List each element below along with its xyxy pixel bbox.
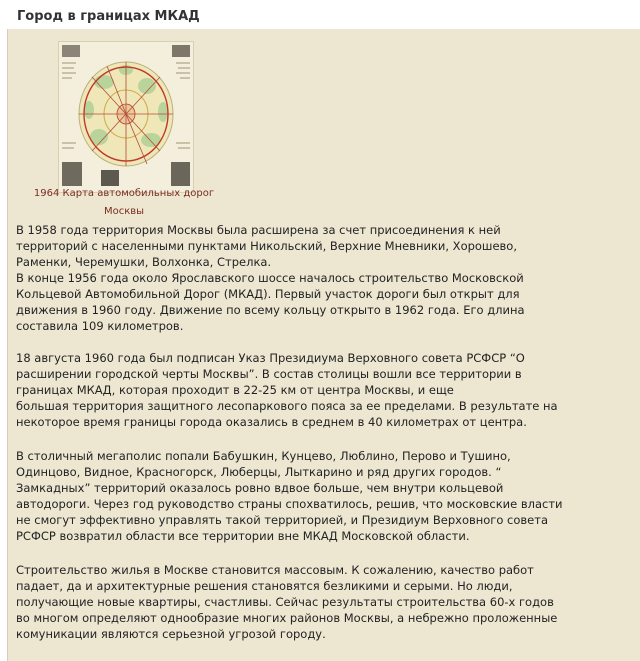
text-line: во многом определяют однообразие многих районов Москвы, а небрежно проложенные [16,611,558,625]
text-line: В 1958 года территория Москвы была расширена за счет присоединения к ней [16,223,501,237]
text-line: автодороги. Через год руководство страны спохватилось, решив, что московские власти [16,497,563,511]
map-1964-icon [59,42,193,192]
text-line: некоторое время границы города оказались в среднем в 40 километрах от центра. [16,415,527,429]
text-line: Строительство жилья в Москве становится массовым. К сожалению, качество работ [16,563,534,577]
text-line: 18 августа 1960 года был подписан Указ Президиума Верховного совета РСФСР “О [16,351,525,365]
text-line: получающие новые квартиры, счастливы. Сейчас результаты строительства 60-х годов [16,595,554,609]
text-line: В конце 1956 года около Ярославского шоссе началось строительство Московской [16,271,524,285]
text-line: Кольцевой Автомобильной Дорог (МКАД). Первый участок дороги был открыт для [16,287,520,301]
text-line: РСФСР возвратил области все территории вне МКАД Московской области. [16,529,470,543]
text-line: не смогут эффективно управлять такой территорией, и Президиум Верховного совета [16,513,548,527]
text-line: составила 109 километров. [16,319,184,333]
text-line: границах МКАД, которая проходит в 22-25 км от центра Москвы, и еще [16,383,454,397]
text-line: Одинцово, Видное, Красногорск, Люберцы, Лыткарино и ряд других городов. “ [16,465,502,479]
map-1964-image[interactable] [58,41,194,193]
text-line: большая территория защитного лесопаркового пояса за ее пределами. В результате на [16,399,558,413]
page-title: Город в границах МКАД [17,9,200,24]
text-line: расширении городской черты Москвы”. В состав столицы вошли все территории в [16,367,522,381]
figure-caption: 1964 Карта автомобильных дорог [33,188,215,199]
text-line: комуникации являются серьезной угрозой городу. [16,627,326,641]
figure-caption: Москвы [103,206,145,217]
text-line: Замкадных” территорий оказалось ровно вдвое больше, чем внутри кольцевой [16,481,504,495]
text-line: движения в 1960 году. Движение по всему кольцу открыто в 1962 года. Его длина [16,303,525,317]
article-body [7,29,640,661]
text-line: В столичный мегаполис попали Бабушкин, Кунцево, Люблино, Перово и Тушино, [16,449,511,463]
text-line: падает, да и архитектурные решения становятся безликими и серыми. Но люди, [16,579,513,593]
text-line: Раменки, Черемушки, Волхонка, Стрелка. [16,255,272,269]
text-line: территорий с населенными пунктами Никольский, Верхние Мневники, Хорошево, [16,239,518,253]
